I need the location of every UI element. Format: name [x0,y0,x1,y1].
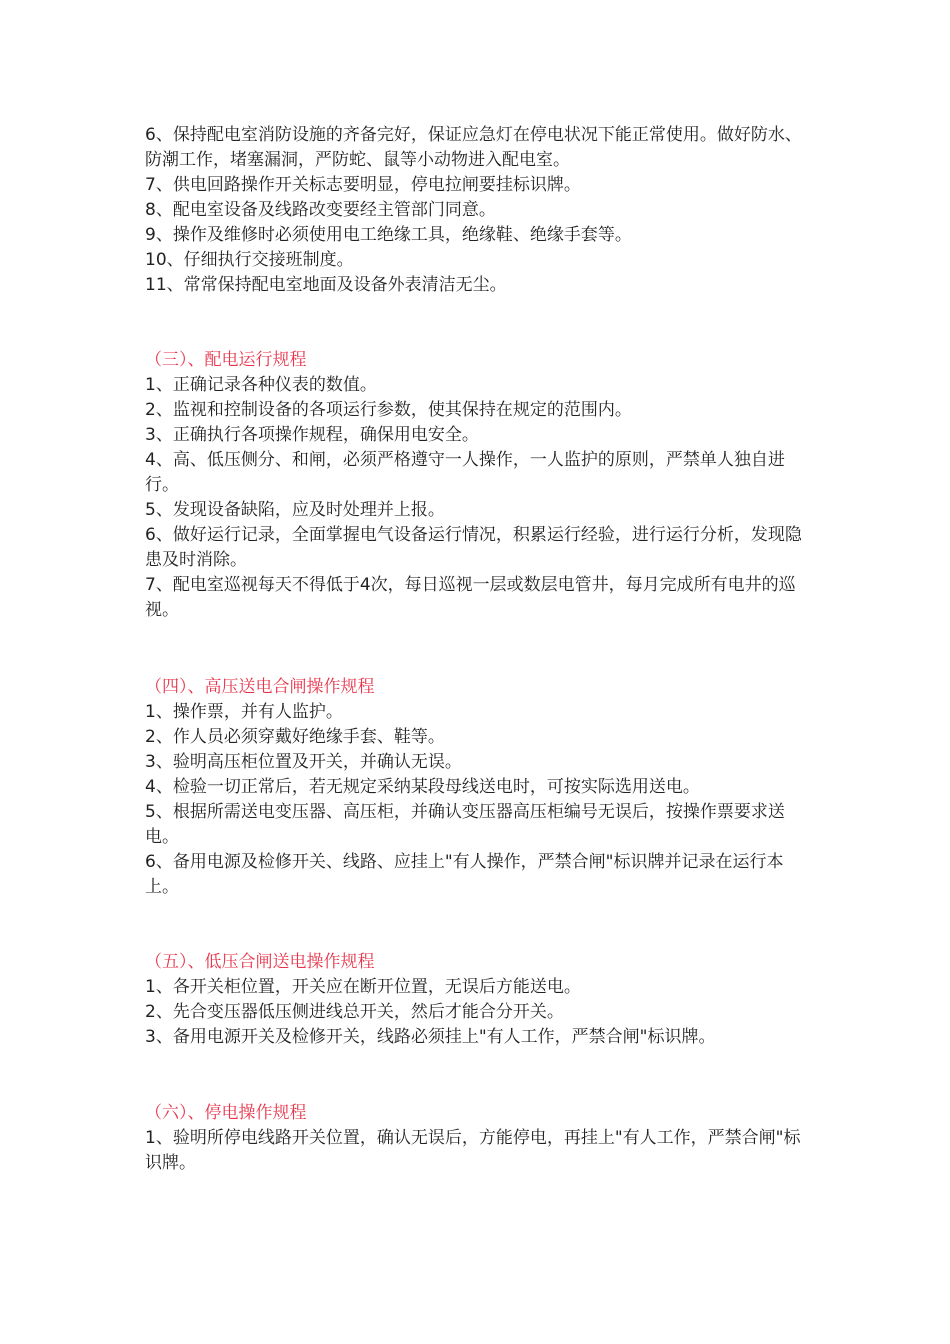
list-item: 1、正确记录各种仪表的数值。 [145,375,377,395]
section-low-voltage-closing [145,950,817,1050]
section-heading: （三）、配电运行规程 [145,350,307,370]
list-item: 3、备用电源开关及检修开关，线路必须挂上"有人工作，严禁合闸"标识牌。 [145,1027,716,1047]
document-page [145,123,817,1176]
list-item: 1、各开关柜位置，开关应在断开位置，无误后方能送电。 [145,977,581,997]
list-item: 3、验明高压柜位置及开关，并确认无误。 [145,752,462,772]
list-item: 10、仔细执行交接班制度。 [145,250,354,270]
list-item: 2、监视和控制设备的各项运行参数，使其保持在规定的范围内。 [145,400,632,420]
list-item: 1、操作票，并有人监护。 [145,702,343,722]
list-item: 9、操作及维修时必须使用电工绝缘工具，绝缘鞋、绝缘手套等。 [145,225,632,245]
list-item: 6、保持配电室消防设施的齐备完好，保证应急灯在停电状况下能正常使用。做好防水、防潮工作，堵塞漏洞，严防蛇、鼠等小动物进入配电室。 [145,125,802,170]
list-item: 4、检验一切正常后，若无规定采纳某段母线送电时，可按实际选用送电。 [145,777,700,797]
list-item: 1、验明所停电线路开关位置，确认无误后，方能停电，再挂上"有人工作，严禁合闸"标识牌。 [145,1128,801,1173]
list-item: 6、备用电源及检修开关、线路、应挂上"有人操作，严禁合闸"标识牌并记录在运行本上。 [145,852,784,897]
list-item: 7、供电回路操作开关标志要明显，停电拉闸要挂标识牌。 [145,175,581,195]
section-heading: （四）、高压送电合闸操作规程 [145,677,375,697]
section-power-operation [145,348,817,623]
section-power-off [145,1101,817,1176]
list-item: 2、先合变压器低压侧进线总开关，然后才能合分开关。 [145,1002,564,1022]
list-item: 5、发现设备缺陷，应及时处理并上报。 [145,500,445,520]
intro-list [145,123,817,298]
list-item: 5、根据所需送电变压器、高压柜，并确认变压器高压柜编号无误后，按操作票要求送电。 [145,802,785,847]
section-heading: （六）、停电操作规程 [145,1103,307,1123]
list-item: 4、高、低压侧分、和闸，必须严格遵守一人操作，一人监护的原则，严禁单人独自进行。 [145,450,785,495]
section-heading: （五）、低压合闸送电操作规程 [145,952,375,972]
list-item: 6、做好运行记录，全面掌握电气设备运行情况，积累运行经验，进行运行分析，发现隐患及时消除。 [145,525,802,570]
section-high-voltage-closing [145,675,817,900]
list-item: 8、配电室设备及线路改变要经主管部门同意。 [145,200,496,220]
list-item: 2、作人员必须穿戴好绝缘手套、鞋等。 [145,727,445,747]
list-item: 7、配电室巡视每天不得低于4次，每日巡视一层或数层电管井，每月完成所有电井的巡视。 [145,575,796,620]
list-item: 3、正确执行各项操作规程，确保用电安全。 [145,425,479,445]
list-item: 11、常常保持配电室地面及设备外表清洁无尘。 [145,275,507,295]
